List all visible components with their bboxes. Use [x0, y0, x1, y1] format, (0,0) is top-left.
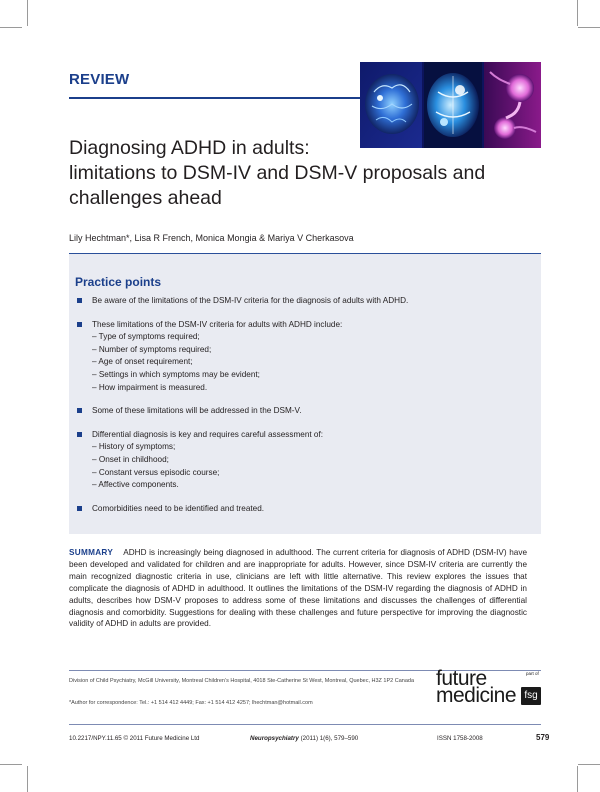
article-title: [69, 136, 539, 211]
title-line: Diagnosing ADHD in adults:: [69, 137, 310, 159]
page-number: 579: [536, 733, 550, 742]
practice-subpoint: – Onset in childhood;: [92, 454, 169, 464]
list-item: [76, 319, 531, 395]
author-list: Lily Hechtman*, Lisa R French, Monica Mongia & Mariya V Cherkasova: [69, 233, 354, 243]
list-item: [76, 405, 531, 418]
list-item: [76, 503, 531, 516]
footer-issn: ISSN 1758-2008: [437, 735, 483, 742]
publisher-logo: [436, 668, 542, 710]
footer-doi: 10.2217/NPY.11.65 © 2011 Future Medicine Ltd: [69, 735, 200, 742]
logo-word-future: future: [436, 667, 487, 690]
practice-point-text: Comorbidities need to be identified and treated.: [92, 503, 265, 513]
title-line: challenges ahead: [69, 187, 222, 209]
practice-points-list: [76, 295, 531, 526]
list-item: [76, 295, 531, 308]
practice-subpoint: – Settings in which symptoms may be evident;: [92, 369, 260, 379]
crop-mark: [27, 0, 28, 26]
crop-mark: [27, 766, 28, 792]
summary-label: SUMMARY: [69, 548, 114, 557]
practice-point-text: Differential diagnosis is key and requires careful assessment of:: [92, 429, 324, 439]
practice-point-text: These limitations of the DSM-IV criteria for adults with ADHD include:: [92, 319, 343, 329]
practice-subpoint: – Affective components.: [92, 480, 179, 490]
practice-point-text: Be aware of the limitations of the DSM-IV criteria for the diagnosis of adults with ADHD.: [92, 296, 409, 305]
practice-subpoint: – Number of symptoms required;: [92, 344, 212, 354]
footer-divider: [69, 724, 541, 725]
footer-citation: [250, 735, 358, 742]
logo-fsg-badge: fsg: [521, 687, 541, 705]
practice-subpoint: – How impairment is measured.: [92, 382, 208, 392]
section-label: REVIEW: [69, 71, 130, 88]
crop-mark: [578, 764, 600, 765]
practice-subpoint: – Type of symptoms required;: [92, 332, 200, 342]
practice-subpoint: – Constant versus episodic course;: [92, 467, 220, 477]
crop-mark: [0, 27, 22, 28]
logo-word-medicine: medicine: [436, 684, 517, 707]
logo-part-of: part of: [526, 671, 539, 676]
correspondence: *Author for correspondence: Tel.: +1 514 412 4449; Fax: +1 514 412 4257; lhechtman@hotmail.com: [69, 700, 313, 706]
crop-mark: [577, 0, 578, 26]
footer-volume: (2011) 1(6), 579–590: [300, 735, 359, 742]
crop-mark: [577, 766, 578, 792]
summary-text: ADHD is increasingly being diagnosed in adulthood. The current criteria for diagnosis of ADHD (DSM-IV) have been developed and validated for children and are inappropriate for adults. However, since DSM-IV criteria are currently the main recognized diagnostic criteria in use, clinicians are left with little alternative. This review explores the issues that complicate the diagnosis of ADHD in adulthood. It outlines the limitations of the DSM-IV regarding the diagnosis of ADHD in adults, describes how DSM-V proposes to address some of these limitations and discusses the challenges of differential diagnosis and comorbidity. Suggestions for dealing with these challenges and future perspective for improving the diagnostic validity of ADHD in adults are provided.: [69, 548, 527, 629]
title-line: limitations to DSM-IV and DSM-V proposals and: [69, 162, 486, 184]
crop-mark: [0, 764, 22, 765]
header-divider: [69, 97, 360, 99]
practice-points-heading: Practice points: [75, 275, 162, 289]
footer-journal: Neuropsychiatry: [250, 735, 299, 742]
list-item: [76, 429, 531, 492]
practice-subpoint: – Age of onset requirement;: [92, 357, 193, 367]
summary-paragraph: [69, 547, 527, 630]
practice-subpoint: – History of symptoms;: [92, 442, 176, 452]
crop-mark: [578, 27, 600, 28]
practice-point-text: Some of these limitations will be addressed in the DSM-V.: [92, 406, 302, 416]
affiliation: Division of Child Psychiatry, McGill University, Montreal Children’s Hospital, 4018 Ste-Catherine St West, Montreal, Quebec, H3Z 1P2 Canada: [69, 678, 415, 684]
